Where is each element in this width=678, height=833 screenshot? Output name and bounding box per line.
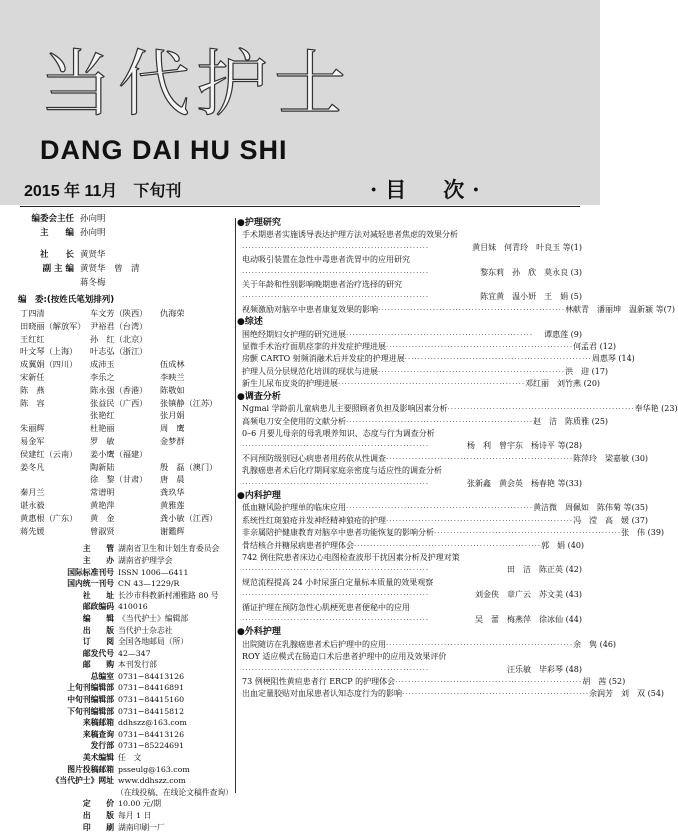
leader-dots: ·························································· (242, 566, 430, 575)
bullet-icon: ● (237, 490, 245, 501)
publishing-key: 出 版 (82, 625, 114, 635)
publishing-row (18, 567, 233, 579)
toc-entry[interactable] (242, 540, 585, 552)
publishing-key: 美术编辑 (82, 753, 114, 763)
journal-title-cn: 当代护士 (40, 42, 353, 126)
toc-entry-authors: 张 伟 (39) (621, 528, 665, 538)
toc-entry-byline (242, 440, 582, 452)
section-name: 护理研究 (244, 218, 281, 228)
toc-entry[interactable] (242, 416, 609, 428)
toc-entry[interactable] (242, 527, 665, 539)
toc-entry[interactable] (242, 403, 678, 415)
toc-entry-authors: 张新鑫 黄会英 杨春艳 等(33) (467, 478, 582, 488)
publishing-row (18, 752, 233, 764)
editor-name: 仇海荣 (160, 308, 185, 318)
toc-section-heading (237, 626, 582, 638)
editor-name: 易金军 (20, 435, 45, 446)
publishing-row (18, 601, 233, 613)
publishing-key: 邮发代号 (82, 648, 114, 658)
leader-dots: ·························································· (242, 479, 430, 488)
publishing-value: 410016 (118, 602, 148, 612)
toc-entry-authors: 邓红丽 刘竹燕 (20) (525, 379, 601, 389)
leader-dots: ·························································· (242, 268, 430, 277)
toc-entry[interactable] (242, 453, 649, 465)
masthead-key: 副 主 编 (42, 264, 74, 274)
publishing-value: 当代护士杂志社 (118, 625, 173, 635)
editor-name: 黄雅莲 (160, 499, 185, 510)
publishing-row (18, 671, 233, 683)
toc-entry[interactable] (242, 676, 626, 688)
masthead-value: 黄贤华 曾 清 (80, 264, 140, 274)
publishing-key: 上旬刊编辑部 (67, 683, 114, 693)
masthead-value: 孙向明 (80, 228, 106, 238)
toc-entry-title: 视频激励对脑卒中患者康复效果的影响 (242, 304, 378, 314)
publishing-row (18, 706, 233, 718)
leader-dots: ·························································· (386, 516, 574, 525)
publishing-value: 10.00 元/期 (118, 799, 162, 809)
bullet-icon: ● (237, 627, 245, 638)
publishing-row (18, 694, 233, 706)
section-name: 调查分析 (244, 391, 281, 402)
publishing-row (18, 590, 233, 602)
toc-entry-title: 高频电刀安全使用的文献分析 (242, 416, 346, 426)
editor-name: 陈敬如 (160, 384, 185, 395)
bullet-icon: ● (237, 391, 245, 402)
toc-entry-title: 围绝经期妇女护理的研究进展 (242, 329, 346, 339)
toc-entry-title: 房颤 CARTO 射频消融术后并发症的护理进展 (242, 354, 405, 364)
column-divider (235, 218, 236, 793)
publishing-key: 订 阅 (82, 637, 114, 647)
toc-entry-authors: 黄洁微 周佩如 陈伟菊 等(35) (533, 503, 649, 513)
toc-entry[interactable] (242, 688, 665, 700)
cover-header (0, 0, 600, 205)
publishing-key: 出 版 (82, 811, 114, 820)
toc-entry-title: 手术期患者实施诱导表达护理方法对减轻患者焦虑的效果分析 (242, 230, 458, 240)
publishing-value: 每月 1 日 (118, 811, 152, 820)
editor-name: 车文芳（陕西） (90, 308, 148, 318)
toc-entry-byline (242, 478, 582, 490)
masthead-row (18, 226, 233, 240)
editor-name: 曾淑贤 (90, 525, 115, 536)
publishing-row (18, 775, 233, 787)
toc-entry[interactable] (242, 366, 609, 378)
publishing-key: 主 办 (82, 555, 114, 565)
publishing-row (18, 682, 233, 694)
toc-entry[interactable] (242, 229, 582, 254)
issue-date: 2015 年 11月 下旬刊 (24, 183, 182, 200)
masthead-key (18, 276, 80, 290)
publishing-key: 总编室 (90, 671, 114, 681)
publishing-value: 0731−84413126 (118, 729, 185, 739)
toc-entry-authors: 田 洁 陈正英 (42) (507, 565, 582, 575)
publishing-row (18, 555, 233, 567)
editor-name: 田晓丽（解放军） (20, 320, 86, 331)
publishing-key: 邮政编码 (82, 602, 114, 612)
editor-name: 杜艳丽 (90, 423, 115, 434)
masthead-key: 社 长 (39, 250, 74, 260)
publishing-info (18, 543, 233, 833)
toc-entry[interactable] (242, 639, 617, 651)
toc-section-heading (237, 391, 582, 403)
editor-name: 黄艳萍 (90, 499, 115, 510)
leader-dots: ·························································· (242, 665, 430, 674)
toc-entry-authors: 洪 迎 (17) (565, 366, 609, 376)
editor-name: 龚小敏（江西） (160, 512, 218, 523)
publishing-value: （在线投稿、在线论文稿件查询） (116, 787, 233, 797)
publishing-value: ddhszz@163.com (118, 718, 187, 728)
toc-heading: ·目 次· (370, 177, 488, 202)
bullet-icon: ● (237, 218, 245, 228)
publishing-key: 来稿邮箱 (82, 718, 114, 728)
toc-entry-title: 关于年龄和性别影响晚期患者治疗选择的研究 (242, 280, 402, 290)
toc-entry-title: 73 例梗阻性黄疸患者行 ERCP 的护理体会 (242, 677, 396, 687)
editor-name: 李映兰 (160, 371, 185, 382)
toc-entry[interactable] (242, 502, 649, 514)
section-name: 内科护理 (244, 490, 281, 501)
publishing-row (18, 578, 233, 590)
toc-entry-authors: 黄目妹 何青玲 叶良玉 等(1) (472, 242, 582, 252)
leader-dots: ·························································· (354, 541, 542, 550)
editor-name: 丁四清 (20, 308, 45, 318)
editors-label: 编 委:(按姓氏笔划排列) (18, 295, 115, 305)
toc-entry-authors: 何孟君 (12) (573, 342, 617, 352)
leader-dots: ·························································· (346, 330, 534, 339)
leader-dots: ·························································· (346, 417, 534, 426)
toc-entry[interactable] (242, 378, 601, 390)
publishing-key: 发行部 (90, 741, 114, 751)
publishing-key: 邮 购 (82, 660, 114, 670)
leader-dots: ·························································· (338, 380, 526, 389)
toc-entry-title: 电动吸引装置在急性中毒患者洗胃中的应用研究 (242, 255, 410, 265)
publishing-value: 0731−84415812 (118, 706, 185, 716)
editor-name: 成翼娟（四川） (20, 359, 78, 370)
journal-title-en: DANG DAI HU SHI (40, 135, 288, 165)
toc-entry[interactable] (242, 341, 617, 353)
toc-entry[interactable] (242, 254, 582, 279)
editor-name: 徐 黎（甘肃） (90, 474, 148, 485)
editor-name: 罗 敏 (90, 435, 115, 446)
toc-entry-authors: 汪乐敏 毕彩琴 (48) (507, 664, 582, 674)
leader-dots: ·························································· (404, 355, 592, 364)
editor-name: 唐 晨 (160, 474, 185, 485)
editor-name: 谢鑑辉 (160, 525, 185, 536)
editor-name (160, 320, 230, 333)
editor-name: 姜小鹰（福建） (90, 448, 148, 459)
toc-entry-authors: 周惠琴 (14) (591, 354, 635, 364)
toc-entry-authors: 刘金侠 章广云 苏文美 (43) (475, 590, 582, 600)
editor-name: 常谱明 (90, 487, 115, 498)
toc-entry-authors: 陈萍玲 梁嘉敏 (30) (573, 453, 649, 463)
masthead-row (18, 276, 233, 290)
toc-entry-authors: 赵 洁 陈质雅 (25) (533, 416, 609, 426)
editor-name: 叶志弘（浙江） (90, 346, 148, 357)
publishing-row (18, 729, 233, 741)
toc-section-heading (237, 490, 582, 502)
leader-dots: ·························································· (402, 690, 590, 699)
editor-name: 侯建红（云南） (20, 448, 78, 459)
publishing-value: www.ddhszz.com (118, 776, 186, 786)
editor-name: 张月娟 (160, 410, 185, 421)
editor-name: 陈 容 (20, 397, 45, 408)
toc-entry-byline (242, 564, 582, 576)
masthead-value: 孙向明 (80, 214, 106, 224)
editor-name: 尹裕君（台湾） (90, 320, 148, 331)
toc-entry-byline (242, 267, 582, 279)
editor-name: 伍成林 (160, 359, 185, 370)
editor-name: 张镇静（江苏） (160, 397, 218, 408)
leader-dots: ·························································· (378, 367, 566, 376)
section-name: 外科护理 (244, 627, 281, 638)
leader-dots: ·························································· (242, 243, 430, 252)
toc-entry[interactable] (242, 353, 635, 365)
toc-entry-authors: 胡 茜 (52) (582, 677, 626, 687)
publishing-row (18, 787, 233, 799)
publishing-value: 0731−84416891 (118, 683, 185, 693)
editor-name: 孙 红（北京） (90, 333, 148, 344)
toc-entry-authors: 余润芳 刘 双 (54) (589, 689, 665, 699)
toc-entry-authors: 冯 滢 高 媛 (37) (573, 515, 649, 525)
editor-name: 张益民（广西） (90, 397, 148, 408)
publishing-key: 编 辑 (82, 613, 114, 623)
masthead-row (18, 262, 233, 276)
editor-name: 陈 燕 (20, 384, 45, 395)
publishing-row (18, 625, 233, 637)
publishing-value: 任 文 (118, 753, 142, 763)
editor-name (160, 333, 230, 346)
bullet-icon: ● (237, 317, 245, 328)
toc-entry-title: 出血定量胶贴对血尿患者认知态度行为的影响 (242, 689, 402, 699)
publishing-value: 长沙市科教新村湘雅路 80 号 (118, 590, 219, 600)
publishing-value: 本刊发行部 (118, 660, 157, 670)
toc-entry-title: 循证护理在预防急性心肌梗死患者便秘中的应用 (242, 602, 410, 612)
toc-entry[interactable] (242, 552, 582, 577)
publishing-key: 来稿查询 (82, 729, 114, 739)
leader-dots: ·························································· (242, 442, 430, 451)
editor-name (160, 448, 230, 461)
toc-entry-title: ROY 适应模式在肠造口术后患者护理中的应用及效果评价 (242, 652, 447, 662)
editor-name: 叶文琴（上海） (20, 346, 78, 357)
leader-dots: ·························································· (346, 504, 534, 513)
publishing-key: 图片投稿邮箱 (67, 764, 114, 774)
editor-name: 黄惠根（广东） (20, 512, 78, 523)
toc-entry[interactable] (242, 651, 582, 676)
masthead-row (18, 248, 233, 262)
toc-entry-byline (242, 291, 582, 303)
toc-entry-authors: 奉华艳 (23) (634, 404, 678, 414)
toc-entry-title: 护理人员分层规范化培训的现状与进展 (242, 366, 378, 376)
editors-grid (20, 307, 233, 537)
toc-entry-authors: 杨 利 曾宇东 杨诗平 等(28) (467, 441, 582, 451)
publishing-row (18, 798, 233, 810)
toc-entry-title: 不同预防级别冠心病患者用药依从性调查 (242, 453, 386, 463)
toc-entry-byline (242, 589, 582, 601)
publishing-key: 定 价 (82, 799, 114, 809)
publishing-value: 全国各地邮局（所） (118, 637, 189, 647)
publishing-key: 主 管 (82, 544, 114, 554)
publishing-key: 《当代护士》网址 (51, 776, 114, 786)
publishing-row (18, 822, 233, 833)
toc-entry-title: 0–6 月要儿母亲的母乳喂养知识、态度与行为调查分析 (242, 428, 435, 438)
toc-entry-title: 骨结核合并糖尿病患者护理体会 (242, 540, 354, 550)
editor-name: 秦月兰 (20, 487, 45, 498)
toc-entry[interactable] (242, 602, 582, 627)
publishing-value: 湖南省护理学会 (118, 555, 173, 565)
leader-dots: ·························································· (386, 640, 574, 649)
publishing-key (18, 787, 116, 799)
toc-entry[interactable] (242, 428, 582, 453)
editor-name: 姜冬凡 (20, 461, 45, 472)
leader-dots: ·························································· (447, 405, 635, 414)
toc-section-heading (237, 316, 582, 328)
leader-dots: ·························································· (242, 616, 430, 624)
leader-dots: ·························································· (386, 454, 574, 463)
publishing-value: 0731−85224691 (118, 741, 185, 751)
masthead-key: 编委会主任 (31, 214, 74, 224)
toc-entry-title: 规范流程提高 24 小时尿蛋白定量标本质量的效果观察 (242, 577, 434, 587)
editor-name: 王红红 (20, 333, 45, 344)
publishing-value: 42—347 (118, 648, 151, 658)
editor-name: 张艳红 (90, 410, 115, 421)
editor-name: 蒋先媛 (20, 525, 45, 536)
publishing-value: 湖南印刷一厂 (118, 822, 165, 832)
editor-name: 龚玖华 (160, 487, 185, 498)
masthead-list (18, 212, 233, 290)
section-name: 综述 (244, 317, 263, 328)
publishing-key: 国际标准刊号 (67, 567, 114, 577)
leader-dots: ·························································· (242, 293, 430, 302)
editor-name: 陈永强（香港） (90, 384, 148, 395)
publishing-value: psseulg@163.com (118, 764, 190, 774)
masthead-column (18, 212, 233, 833)
editor-name: 谌永毅 (20, 499, 45, 510)
leader-dots: ·························································· (378, 305, 566, 314)
toc-entry-title: 非亲属陪护健康教育对脑卒中患者功能恢复的影响分析 (242, 528, 434, 538)
toc-entry-title: Ngmai 学龄前儿童病患儿主要照顾者负担及影响因素分析 (242, 404, 448, 414)
editor-name: 周 鹰 (160, 423, 185, 434)
toc-entry[interactable] (242, 577, 582, 602)
publishing-row (18, 764, 233, 776)
toc-entry-title: 系统性红斑狼疮并发神经精神狼疮的护理 (242, 515, 386, 525)
publishing-row (18, 543, 233, 555)
editor-name: 宋新任 (20, 371, 45, 382)
toc-entry-authors: 谭惠莲 (9) (544, 329, 582, 339)
masthead-value: 黄贤华 (80, 250, 106, 260)
toc-entry-authors: 吴 蕾 梅燕萍 徐冰仙 (44) (475, 615, 582, 624)
toc-entry-title: 新生儿尿布皮炎的护理进展 (242, 379, 338, 389)
toc-entry-byline (242, 242, 582, 254)
editor-name (20, 409, 90, 422)
publishing-row (18, 636, 233, 648)
publishing-key: 印 刷 (82, 822, 114, 832)
publishing-value: 0731−84413126 (118, 671, 185, 681)
publishing-value: 湖南省卫生和计划生育委员会 (118, 544, 220, 554)
publishing-value: 0731−84415160 (118, 695, 185, 705)
leader-dots: ·························································· (386, 343, 574, 352)
publishing-row (18, 648, 233, 660)
toc-entry-authors: 黎东莉 孙 欣 莫永良 (3) (480, 267, 582, 277)
toc-entry[interactable] (242, 515, 649, 527)
toc-entry-authors: 余 隽 (46) (573, 639, 617, 649)
editor-name: 朱丽辉 (20, 423, 45, 434)
toc-entry-authors: 陈宜黄 温小妍 王 娟 (5) (480, 292, 582, 302)
toc-entry-title: 出院随访在乳腺癌患者术后护理中的应用 (242, 639, 386, 649)
editor-name: 黄 金 (90, 512, 115, 523)
publishing-value: ISSN 1006—6411 (118, 567, 189, 577)
publishing-row (18, 717, 233, 729)
editor-name (160, 345, 230, 358)
publishing-row (18, 810, 233, 822)
publishing-key: 下旬刊编辑部 (67, 706, 114, 716)
divider-top (20, 206, 580, 207)
editor-name: 陶新陆 (90, 461, 115, 472)
toc-entry-byline (242, 664, 582, 676)
editor-name (20, 473, 90, 486)
publishing-value: CN 43—1229/R (118, 579, 180, 589)
toc-entry-authors: 林献青 潘丽坤 温新颍 等(7) (565, 304, 675, 314)
publishing-key: 社 址 (82, 590, 114, 600)
toc-section-heading (237, 217, 582, 229)
leader-dots: ·························································· (395, 678, 583, 687)
masthead-value: 蒋冬梅 (80, 278, 106, 288)
leader-dots: ·························································· (434, 529, 622, 538)
editor-name: 李乐之 (90, 371, 115, 382)
editor-name: 金梦群 (160, 435, 185, 446)
publishing-row (18, 613, 233, 625)
toc-entry-title: 742 例住院患者床边心电图检查波形干扰因素分析及护理对策 (242, 552, 460, 562)
publishing-key: 国内统一刊号 (67, 579, 114, 589)
toc-column (237, 217, 678, 701)
toc-entry-title: 低血糖风险护理单的临床应用 (242, 503, 346, 513)
toc-entry[interactable] (242, 279, 582, 304)
masthead-key: 主 编 (39, 228, 74, 238)
publishing-row (18, 659, 233, 671)
toc-entry-title: 乳腺癌患者术后化疗期间家庭亲密度与适应性的调查分析 (242, 466, 442, 476)
toc-entry[interactable] (242, 465, 582, 490)
publishing-value: 《当代护士》编辑部 (118, 613, 189, 623)
toc-entry-authors: 郭 娟 (40) (541, 540, 585, 550)
editor-name: 成沛玉 (90, 359, 115, 370)
toc-entry-byline (242, 614, 582, 626)
toc-entry[interactable] (242, 329, 582, 341)
leader-dots: ·························································· (242, 591, 430, 600)
toc-entry[interactable] (242, 304, 675, 316)
toc-entry-title: 显微手术治疗面肌痉挛的并发症护理进展 (242, 342, 386, 352)
editor-name: 殷 磊（澳门） (160, 461, 218, 472)
publishing-key: 中旬刊编辑部 (67, 695, 114, 705)
publishing-row (18, 740, 233, 752)
masthead-row (18, 212, 233, 226)
